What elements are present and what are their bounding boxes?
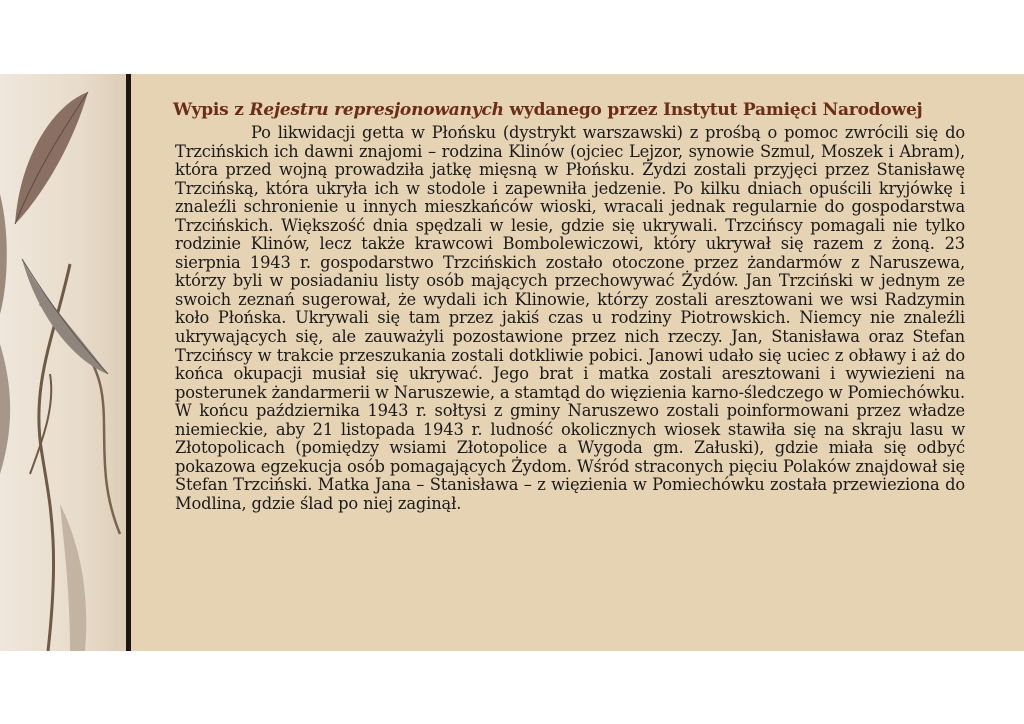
heading-prefix: Wypis z [173, 100, 250, 120]
vertical-divider [126, 74, 131, 651]
body-paragraph: Po likwidacji getta w Płońsku (dystrykt warszawski) z prośbą o pomoc zwrócili się do Trzcińskich ich dawni znajomi – rodzina Klinów (ojciec Lejzor, synowie Szmul, Moszek i Abram), która przed wojną prowadziła jatkę mięsną w Płońsku. Żydzi zostali przyjęci przez Stanisławę Trzcińską, która ukryła ich w stodole i zapewniła jedzenie. Po kilku dniach opuścili kryjówkę i znaleźli schronienie u innych mieszkańców wioski, wracali jednak regularnie do gospodarstwa Trzcińskich. Większość dnia spędzali w lesie, gdzie się ukrywali. Trzcińscy pomagali nie tylko rodzinie Klinów, lecz także krawcowi Bombolewiczowi, który ukrywał się razem z żoną. 23 sierpnia 1943 r. gospodarstwo Trzcińskich zostało otoczone przez żandarmów z Naruszewa, którzy byli w posiadaniu listy osób mających przechowywać Żydów. Jan Trzciński w jednym ze swoich zeznań sugerował, że wydali ich Klinowie, którzy zostali aresztowani we wsi Radzymin koło Płońska. Ukrywali się tam przez jakiś czas u rodziny Piotrowskich. Niemcy nie znaleźli ukrywających się, ale zauważyli pozostawione przez nich rzeczy. Jan, Stanisława oraz Stefan Trzcińscy w trakcie przeszukania zostali dotkliwie pobici. Janowi udało się uciec z obławy i aż do końca okupacji musiał się ukrywać. Jego brat i matka zostali aresztowani i wywiezieni na posterunek żandarmerii w Naruszewie, a stamtąd do więzienia karno-śledczego w Pomiechówku. W końcu października 1943 r. sołtysi z gminy Naruszewo zostali poinformowani przez władze niemieckie, aby 21 listopada 1943 r. ludność okolicznych wiosek stawiła się na skraju lasu w Złotopolicach (pomiędzy wsiami Złotopolice a Wygoda gm. Załuski), gdzie miała się odbyć pokazowa egzekucja osób pomagających Żydom. Wśród straconych pięciu Polaków znajdował się Stefan Trzciński. Matka Jana – Stanisława – z więzienia w Pomiechówku została przewieziona do Modlina, gdzie ślad po niej zaginął. [175, 123, 965, 513]
slide [0, 74, 1024, 651]
dried-leaves-illustration [0, 74, 128, 651]
decorative-panel [0, 74, 128, 651]
heading-italic-title: Rejestru represjonowanych [249, 100, 504, 120]
text-area [175, 100, 965, 513]
heading-suffix: wydanego przez Instytut Pamięci Narodowej [503, 100, 923, 120]
heading [173, 100, 965, 120]
